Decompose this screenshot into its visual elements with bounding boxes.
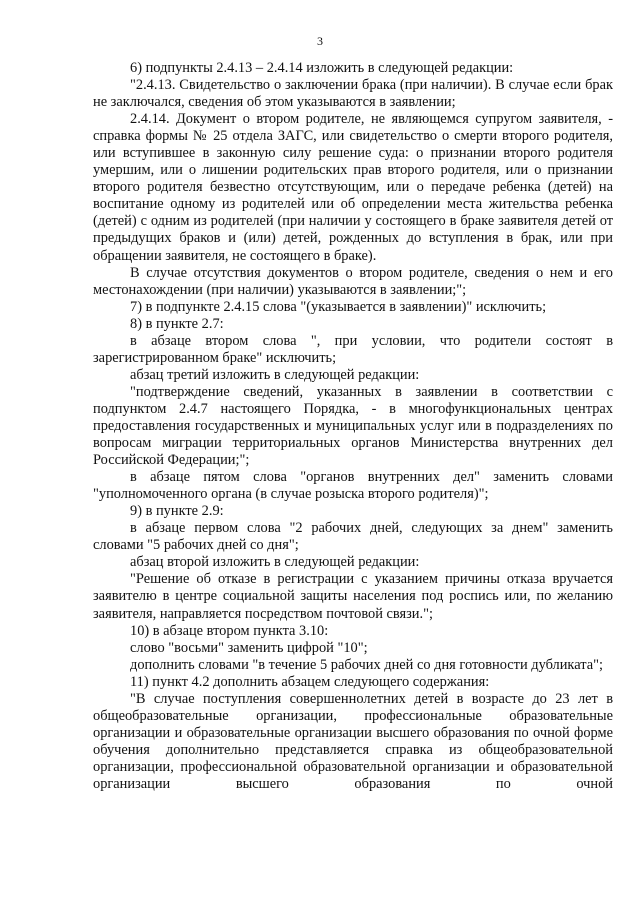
paragraph-item-9: 9) в пункте 2.9: bbox=[130, 503, 224, 520]
paragraph-item-8-abzac-3-text: "подтверждение сведений, указанных в заявлении в соответствии с подпунктом 2.4.7 настоящего Порядка, - в многофункциональных центрах предоставления государственных и муниципальных услуг или в подразделениях по вопросам миграции территориальных органов Министерства внутренних дел Российской Федерации;"; bbox=[93, 383, 613, 469]
paragraph-2-4-13: "2.4.13. Свидетельство о заключении брака (при наличии). В случае если брак не заключался, сведения об этом указываются в заявлении; bbox=[93, 77, 613, 111]
paragraph-item-10: 10) в абзаце втором пункта 3.10: bbox=[130, 622, 329, 639]
paragraph-item-8-abzac-3-intro: абзац третий изложить в следующей редакции: bbox=[130, 366, 420, 383]
paragraph-item-8: 8) в пункте 2.7: bbox=[130, 315, 224, 332]
paragraph-item-9-abzac-1: в абзаце первом слова "2 рабочих дней, следующих за днем" заменить словами "5 рабочих дней со дня"; bbox=[93, 520, 613, 554]
paragraph-item-7: 7) в подпункте 2.4.15 слова "(указывается в заявлении)" исключить; bbox=[130, 298, 547, 315]
paragraph-item-10-addition: дополнить словами "в течение 5 рабочих дней со дня готовности дубликата"; bbox=[130, 656, 603, 673]
paragraph-item-9-abzac-2-text: "Решение об отказе в регистрации с указанием причины отказа вручается заявителю в центре социальной защиты населения под роспись или, по желанию заявителя, направляется посредством почтовой связи."; bbox=[93, 571, 613, 622]
paragraph-item-8-abzac-2: в абзаце втором слова ", при условии, что родители состоят в зарегистрированном браке" исключить; bbox=[93, 332, 613, 366]
paragraph-item-6: 6) подпункты 2.4.13 – 2.4.14 изложить в следующей редакции: bbox=[130, 60, 514, 76]
paragraph-item-11-text: "В случае поступления совершеннолетних детей в возрасте до 23 лет в общеобразовательные организации, профессиональные образовательные организации и образовательные организации высшего образования по очной форме обучения дополнительно представляется справка из общеобразовательной организации, профессиональной образовательной организации и образовательной организации высшего образования по очной bbox=[93, 690, 613, 792]
document-body bbox=[93, 60, 613, 793]
paragraph-2-4-14: 2.4.14. Документ о втором родителе, не являющемся супругом заявителя, - справка формы № 25 отдела ЗАГС, или свидетельство о смерти второго родителя, или вступившее в законную силу решение суда: о признании второго родителя умершим, или о лишении родительских прав второго родителя, или о признании второго родителя безвестно отсутствующим, или о передаче ребенка (детей) на воспитание одному из родителей или об определении места жительства ребенка (детей) с одним из родителей (при наличии у состоящего в браке заявителя детей от предыдущих браков и (или) детей, рожденных до вступления в брак, или при обращении заявителя, не состоящего в браке). bbox=[93, 111, 613, 264]
paragraph-item-10-word: слово "восьми" заменить цифрой "10"; bbox=[130, 639, 368, 656]
paragraph-item-8-abzac-5: в абзаце пятом слова "органов внутренних дел" заменить словами "уполномоченного органа (в случае розыска второго родителя)"; bbox=[93, 469, 613, 503]
paragraph-item-9-abzac-2-intro: абзац второй изложить в следующей редакции: bbox=[130, 554, 420, 571]
paragraph-item-11: 11) пункт 4.2 дополнить абзацем следующего содержания: bbox=[130, 673, 490, 690]
paragraph-missing-documents: В случае отсутствия документов о втором родителе, сведения о нем и его местонахождении (при наличии) указываются в заявлении;"; bbox=[93, 264, 613, 298]
page-number: 3 bbox=[317, 34, 323, 48]
